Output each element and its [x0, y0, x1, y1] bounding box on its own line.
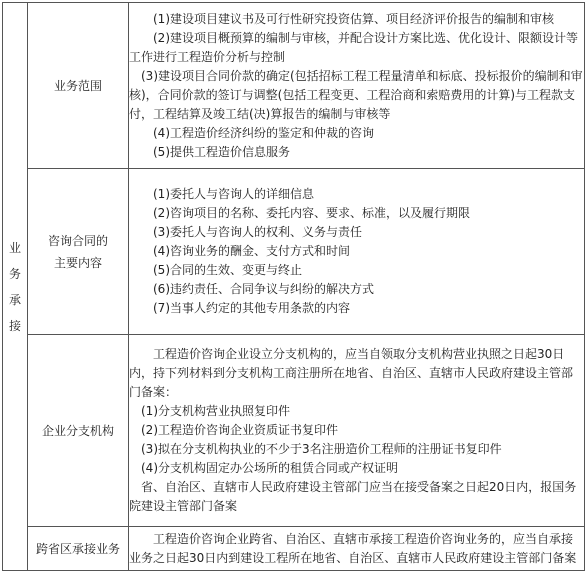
list-item: (1)分支机构营业执照复印件 [141, 404, 290, 418]
category-cell [3, 3, 28, 571]
row-label: 跨省区承接业务 [35, 541, 120, 556]
list-item: (1)委托人与咨询人的详细信息 [153, 187, 314, 201]
row-label: 业务范围 [53, 78, 102, 93]
row-label: 咨询合同的 [47, 233, 108, 248]
row-content-cell [129, 527, 585, 571]
list-item: (2)咨询项目的名称、委托内容、要求、标准，以及履行期限 [153, 206, 471, 220]
table-row [3, 3, 585, 169]
outro-text: 省、自治区、直辖市人民政府建设主管部门应当在接受备案之日起20日内，报国务院建设主管部门备案 [129, 480, 577, 513]
table-row [3, 527, 585, 571]
row-label-cell [28, 3, 129, 169]
list-item: (5)提供工程造价信息服务 [153, 144, 290, 159]
list-item: (7)当事人约定的其他专用条款的内容 [153, 301, 350, 315]
list-item: (6)违约责任、合同争议与纠纷的解决方式 [153, 282, 374, 296]
row-content-cell [129, 169, 585, 335]
business-table [2, 2, 585, 571]
row-label-cell [28, 169, 129, 335]
category-char: 务 [8, 266, 21, 281]
row-label-cell [28, 335, 129, 527]
table-row [3, 169, 585, 335]
list-item: (5)合同的生效、变更与终止 [153, 263, 302, 277]
list-item: (4)咨询业务的酬金、支付方式和时间 [153, 244, 350, 258]
list-item: (2)建设项目概预算的编制与审核，并配合设计方案比选、优化设计、限额设计等工作进行工程造价分析与控制 [129, 30, 579, 64]
table-row [3, 335, 585, 527]
row-content-cell [129, 335, 585, 527]
row-label-cell [28, 527, 129, 571]
list-item: (4)分支机构固定办公场所的租赁合同或产权证明 [141, 461, 398, 475]
category-char: 业 [8, 240, 21, 255]
list-item: (1)建设项目建议书及可行性研究投资估算、项目经济评价报告的编制和审核 [153, 11, 555, 26]
list-item: (3)拟在分支机构执业的不少于3名注册造价工程师的注册证书复印件 [141, 442, 502, 456]
intro-text: 工程造价咨询企业设立分支机构的，应当自领取分支机构营业执照之日起30日内，持下列材料到分支机构工商注册所在地省、自治区、直辖市人民政府建设主管部门备案： [129, 347, 574, 399]
list-item: (4)工程造价经济纠纷的鉴定和仲裁的咨询 [153, 125, 374, 140]
intro-text: 工程造价咨询企业跨省、自治区、直辖市承接工程造价咨询业务的，应当自承接业务之日起30日内到建设工程所在地省、自治区、直辖市人民政府建设主管部门备案 [129, 531, 577, 565]
list-item: (2)工程造价咨询企业资质证书复印件 [141, 423, 338, 437]
row-content-cell [129, 3, 585, 169]
list-item: (3)建设项目合同价款的确定(包括招标工程工程量清单和标底、投标报价的编制和审核)，合同价款的签订与调整(包括工程变更、工程洽商和索赔费用的计算)与工程款支付，工程结算及竣工结(决)算报告的编制与审核等 [129, 68, 583, 121]
category-char: 承 [8, 292, 21, 307]
category-char: 接 [8, 318, 21, 333]
list-item: (3)委托人与咨询人的权利、义务与责任 [153, 225, 362, 239]
row-label: 企业分支机构 [41, 423, 114, 438]
row-label: 主要内容 [53, 255, 102, 270]
